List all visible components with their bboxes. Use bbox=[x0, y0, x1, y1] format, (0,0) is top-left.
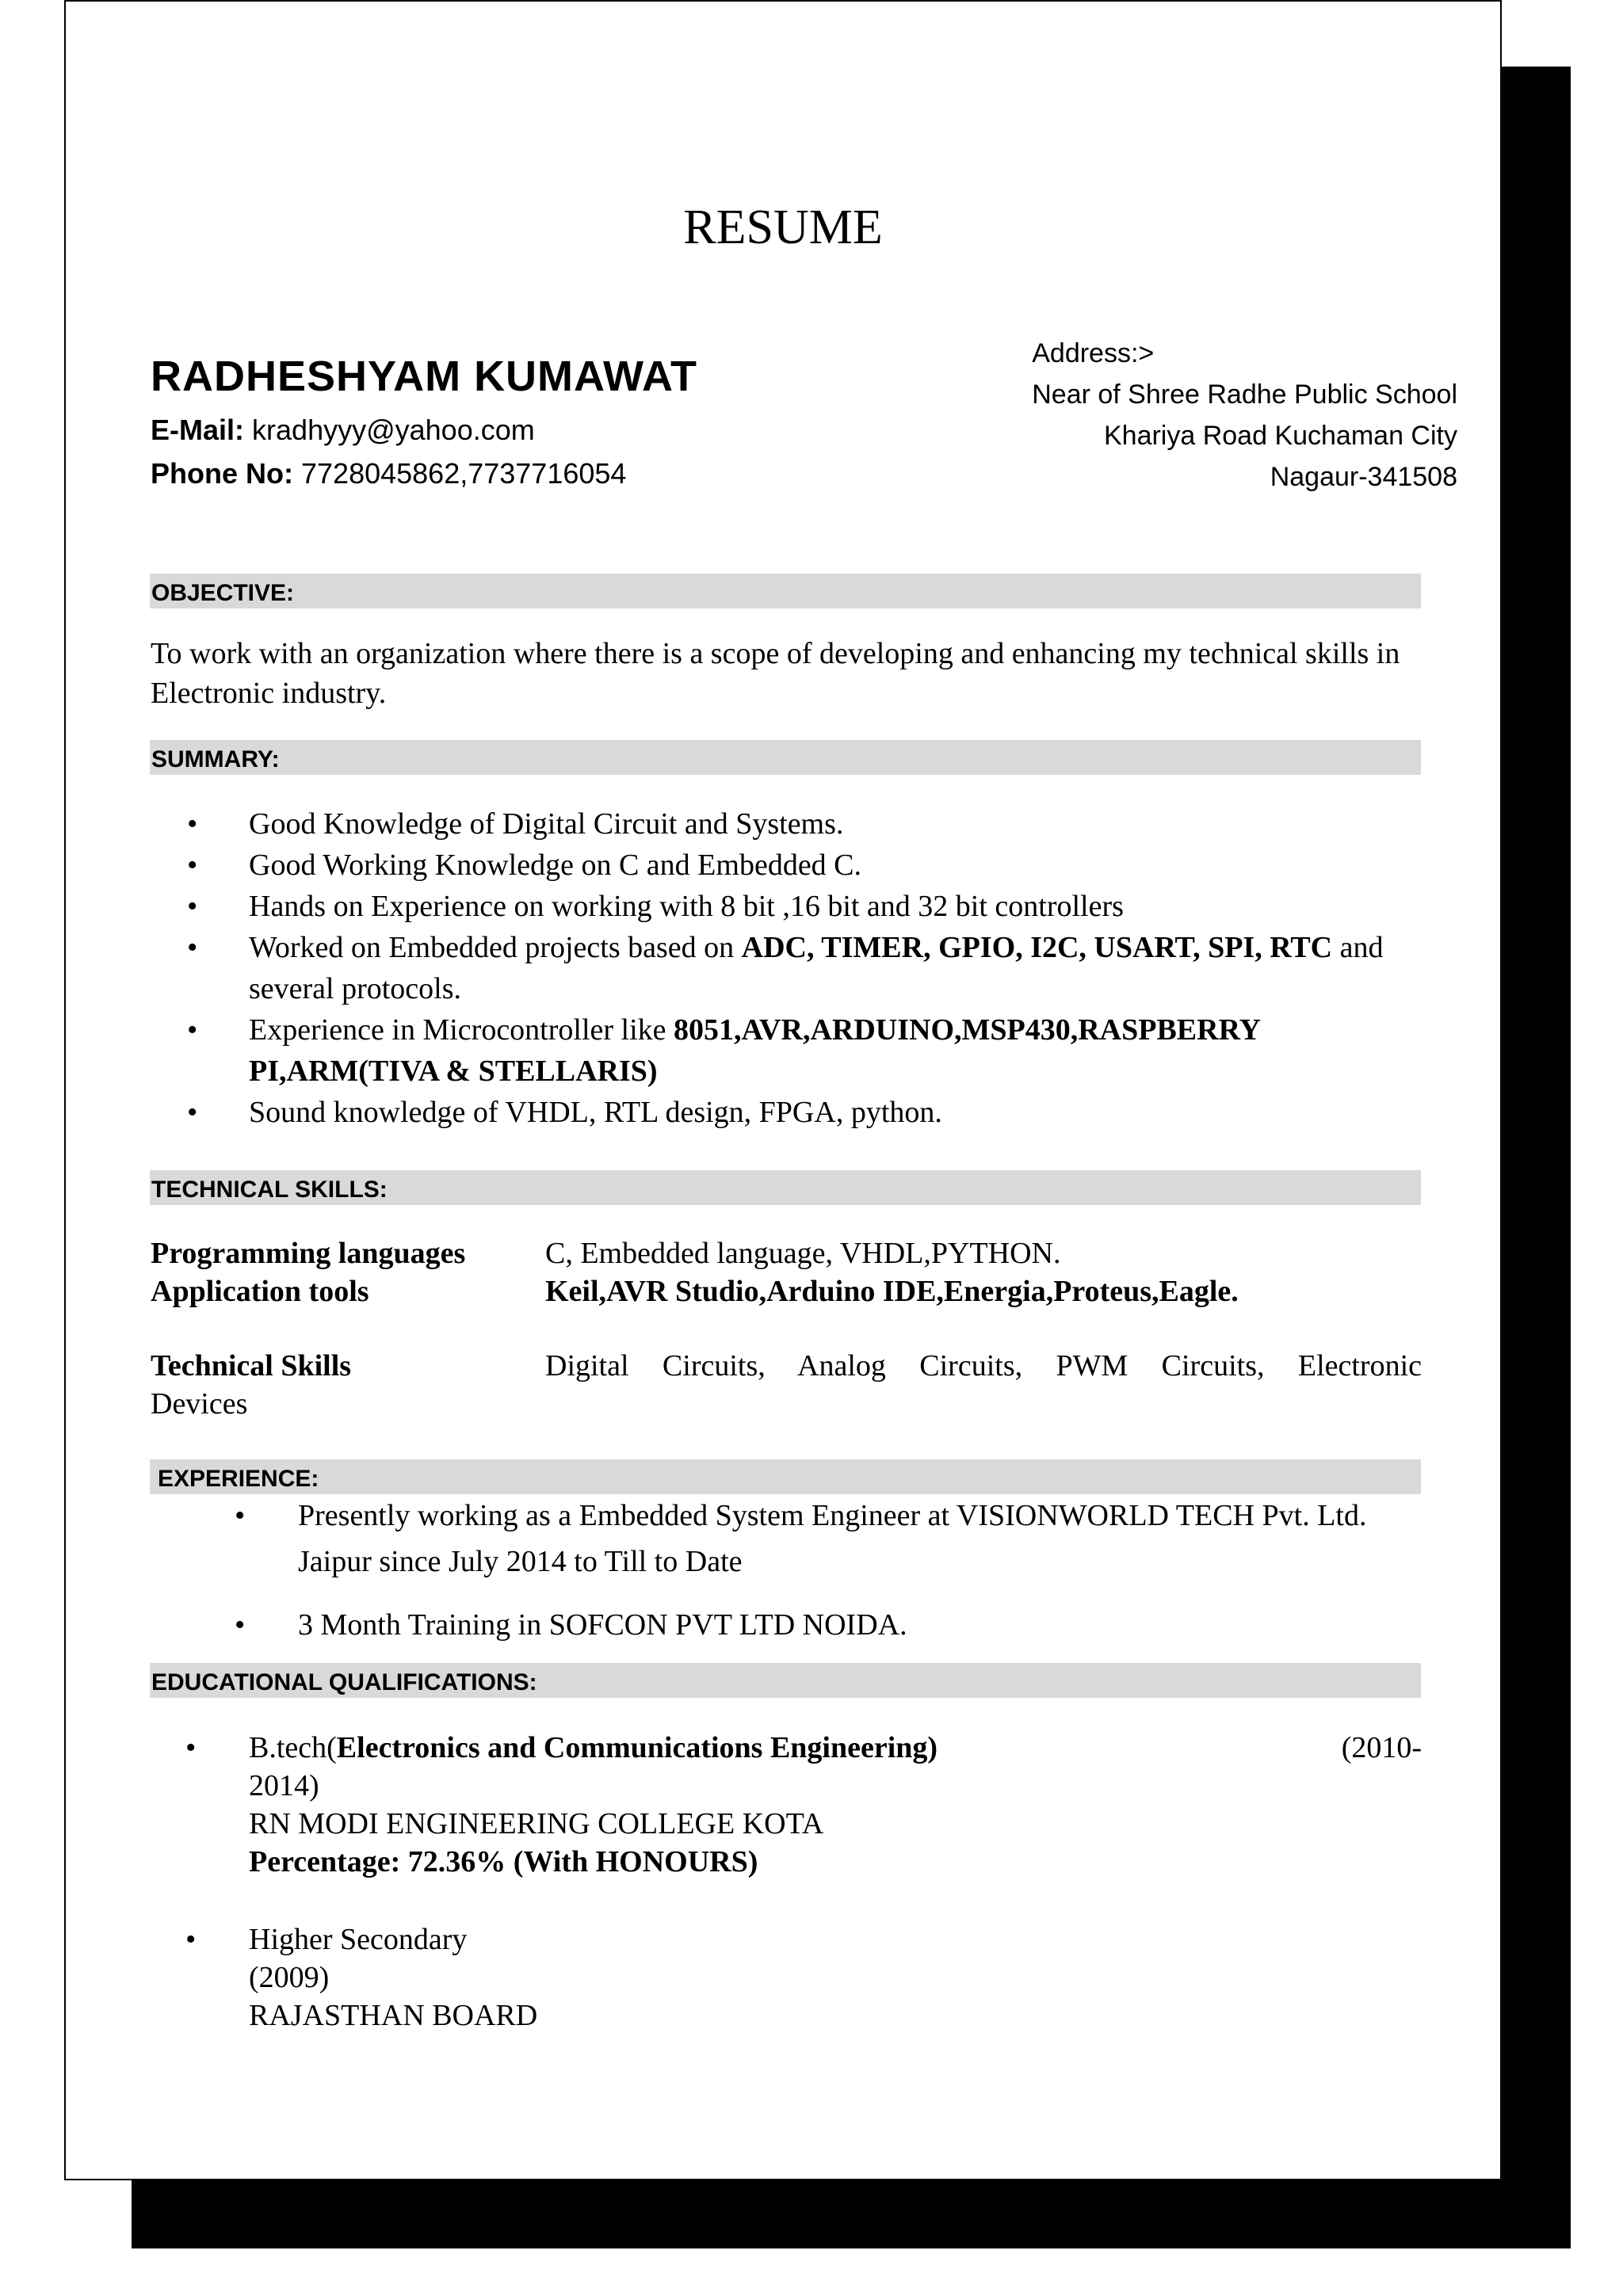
experience-heading-bar bbox=[150, 1459, 1421, 1494]
skill-value: Keil,AVR Studio,Arduino IDE,Energia,Proteus,Eagle. bbox=[545, 1275, 1239, 1308]
summary-item bbox=[151, 886, 1422, 927]
education-list bbox=[151, 1729, 1422, 2035]
objective-text: To work with an organization where there is a scope of developing and enhancing my technical skills in Electronic industry. bbox=[151, 637, 1400, 710]
education-heading-bar bbox=[150, 1663, 1421, 1698]
summary-item bbox=[151, 1009, 1422, 1092]
degree-result: Percentage: 72.36% (With HONOURS) bbox=[249, 1845, 758, 1878]
summary-item-bold: ADC, TIMER, GPIO, I2C, USART, SPI, RTC bbox=[741, 931, 1333, 964]
skill-row bbox=[151, 1234, 1422, 1272]
address-block bbox=[1032, 333, 1457, 498]
summary-item-bold: 8051,AVR,ARDUINO,MSP430,RASPBERRY PI,ARM(TIVA & STELLARIS) bbox=[249, 1013, 1260, 1088]
phone-label: Phone No: bbox=[151, 457, 293, 490]
education-item bbox=[151, 1729, 1422, 1881]
technical-skills-heading: TECHNICAL SKILLS: bbox=[151, 1177, 388, 1203]
experience-item-text: 3 Month Training in SOFCON PVT LTD NOIDA. bbox=[298, 1608, 907, 1642]
summary-item-text: Sound knowledge of VHDL, RTL design, FPGA, python. bbox=[249, 1096, 942, 1129]
phone-line bbox=[151, 457, 626, 490]
board: RAJASTHAN BOARD bbox=[249, 1999, 538, 2032]
summary-item-text: Experience in Microcontroller like bbox=[249, 1013, 674, 1047]
address-label: Address:> bbox=[1032, 338, 1155, 368]
skill-label: Programming languages bbox=[151, 1237, 466, 1270]
address-line: Nagaur-341508 bbox=[1270, 462, 1457, 492]
summary-heading-bar bbox=[150, 740, 1421, 775]
skill-value-continuation: Devices bbox=[151, 1387, 248, 1421]
education-item bbox=[151, 1920, 1422, 2035]
education-heading: EDUCATIONAL QUALIFICATIONS: bbox=[151, 1669, 537, 1695]
summary-item-text: Good Knowledge of Digital Circuit and Systems. bbox=[249, 807, 844, 841]
experience-heading: EXPERIENCE: bbox=[158, 1466, 319, 1492]
candidate-name: RADHESHYAM KUMAWAT bbox=[151, 353, 698, 400]
technical-skills-heading-bar bbox=[150, 1170, 1421, 1205]
experience-list bbox=[151, 1493, 1422, 1648]
address-line: Khariya Road Kuchaman City bbox=[1103, 421, 1457, 451]
technical-skills-table bbox=[151, 1234, 1422, 1423]
summary-item bbox=[151, 803, 1422, 845]
skill-row bbox=[151, 1272, 1422, 1310]
skill-label: Application tools bbox=[151, 1275, 369, 1308]
experience-item bbox=[151, 1493, 1422, 1585]
degree-name: Electronics and Communications Engineering) bbox=[336, 1731, 938, 1764]
experience-item-text: Presently working as a Embedded System Engineer at VISIONWORLD TECH Pvt. Ltd. Jaipur since July 2014 to Till to Date bbox=[298, 1499, 1367, 1578]
summary-heading: SUMMARY: bbox=[151, 746, 280, 772]
bullet-icon: • bbox=[185, 1923, 197, 1956]
objective-heading: OBJECTIVE: bbox=[151, 580, 295, 606]
bullet-icon: • bbox=[185, 1731, 197, 1764]
skill-value: Digital Circuits, Analog Circuits, PWM Circuits, Electronic bbox=[545, 1349, 1422, 1383]
summary-item-text: Worked on Embedded projects based on bbox=[249, 931, 742, 964]
email-line bbox=[151, 414, 535, 447]
degree-years-end: 2014) bbox=[249, 1769, 319, 1802]
email-value: kradhyyy@yahoo.com bbox=[252, 414, 535, 446]
document-title: RESUME bbox=[683, 200, 883, 254]
summary-item-text: and several protocols. bbox=[249, 931, 1384, 1005]
summary-item-text: Good Working Knowledge on C and Embedded C. bbox=[249, 849, 862, 882]
degree-prefix: B.tech( bbox=[249, 1731, 337, 1764]
address-line: Near of Shree Radhe Public School bbox=[1032, 379, 1457, 410]
experience-item bbox=[151, 1602, 1422, 1648]
skill-row bbox=[151, 1347, 1422, 1385]
institution: RN MODI ENGINEERING COLLEGE KOTA bbox=[249, 1807, 824, 1840]
skill-label: Technical Skills bbox=[151, 1349, 352, 1383]
skill-value: C, Embedded language, VHDL,PYTHON. bbox=[545, 1237, 1061, 1270]
objective-heading-bar bbox=[150, 574, 1421, 608]
degree-year: (2009) bbox=[249, 1961, 330, 1994]
education-degree-line bbox=[249, 1729, 1422, 1767]
degree-years-start: (2010- bbox=[1341, 1731, 1422, 1764]
resume-page bbox=[64, 0, 1502, 2180]
summary-item bbox=[151, 927, 1422, 1009]
degree-name: Higher Secondary bbox=[249, 1923, 468, 1956]
summary-item bbox=[151, 1092, 1422, 1133]
phone-value: 7728045862,7737716054 bbox=[301, 457, 627, 490]
summary-list bbox=[151, 803, 1422, 1133]
summary-item bbox=[151, 845, 1422, 886]
email-label: E-Mail: bbox=[151, 414, 245, 446]
summary-item-text: Hands on Experience on working with 8 bit ,16 bit and 32 bit controllers bbox=[249, 890, 1124, 923]
